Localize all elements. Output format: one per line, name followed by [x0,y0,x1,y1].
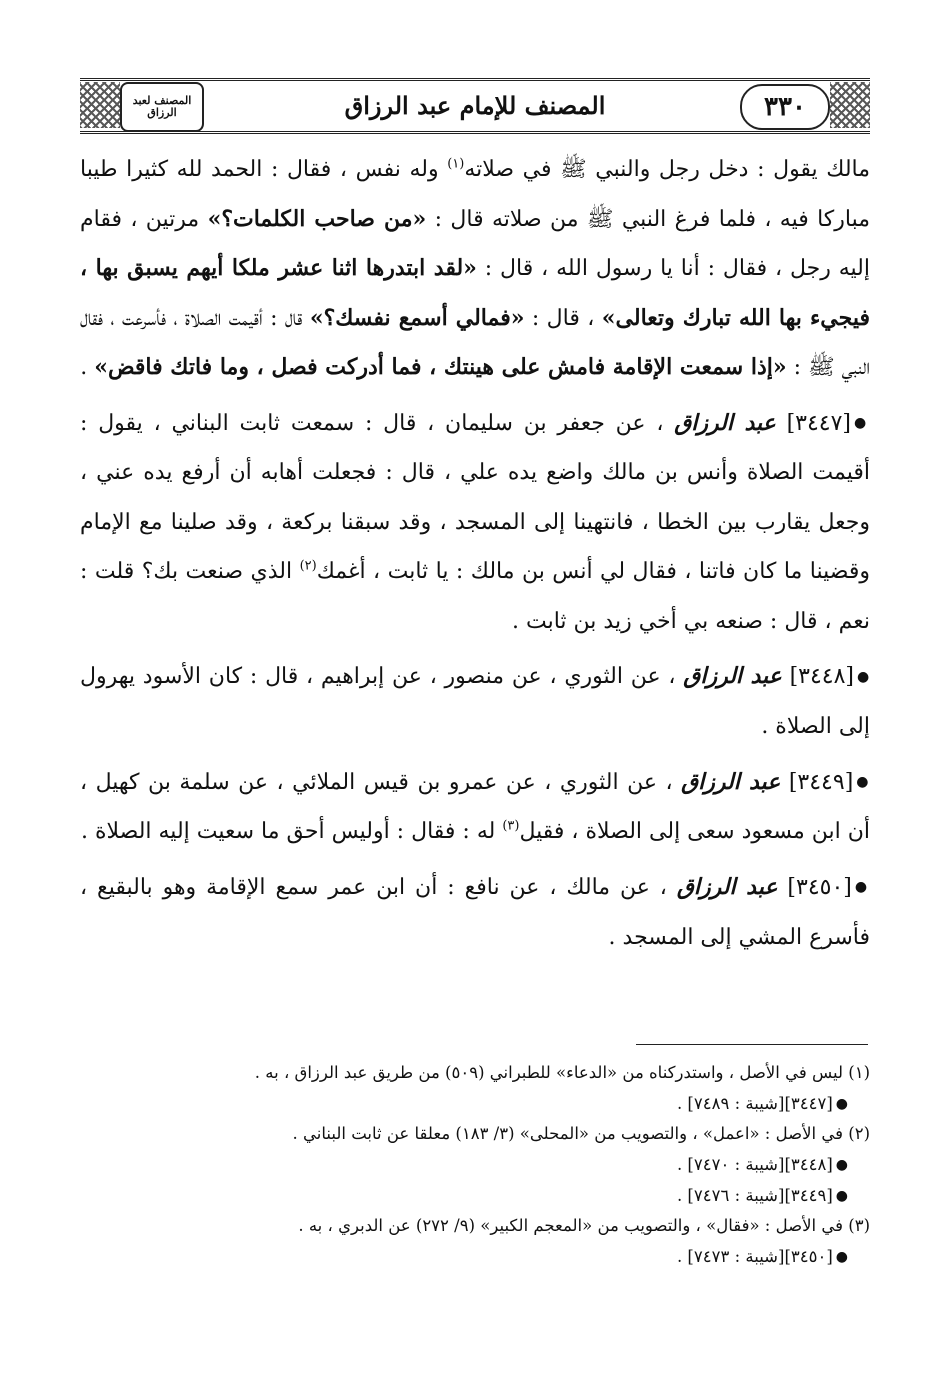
ref-bullet: ● [835,1187,848,1204]
opening-text: قال : أقيمت الصلاة ، فأسرعت ، فقال النبي ﷺ : [80,305,870,380]
page-number: ٣٣٠ [740,84,830,130]
footnote-divider [636,1044,868,1045]
footnote-ref: (١) [447,156,465,172]
entry-text: ، عن مالك ، عن نافع : أن ابن عمر سمع الإقامة وهو بالبقيع ، فأسرع المشي إلى المسجد . [80,874,870,950]
hadith-quote: «فمالي أسمع نفسك؟» [309,304,525,331]
entry-text: الذي صنعت بك؟ قلت : نعم ، قال : صنعه بي أخي زيد بن ثابت . [80,559,870,634]
source-ref-text: [٣٤٤٨][شيبة : ٧٤٧٠] . [676,1154,833,1174]
entry-number: [٣٤٤٩] [788,769,854,795]
entry-bullet: ● [854,414,871,431]
entry-text: ، عن جعفر بن سليمان ، قال : سمعت ثابت البناني ، يقول : أقيمت الصلاة وأنس بن مالك واضع يده علي ، قال : فجعلت أهابه أن أرفع يده عني ، وجعل يقارب بين الخطا ، فانتهينا إلى المسجد ، وقد سبقنا بركعة ، وقد صلينا مع الإمام وقضينا ما كان فاتنا ، فقال لي أنس بن مالك : يا ثابت ، أغمك [80,410,870,585]
ornament-right [830,82,870,128]
opening-lead: مالك يقول : دخل رجل والنبي ﷺ في صلاته [464,157,871,182]
source-ref [80,1242,848,1273]
opening-text: ، قال : [524,305,602,331]
footnote: (٣) في الأصل : «فقال» ، والتصويب من «المعجم الكبير» (٩/ ٢٧٢) عن الدبري ، به . [298,1216,870,1236]
entry-bullet: ● [856,773,871,790]
entry-attribution: عبد الرزاق [674,409,776,436]
ornament-left [80,82,120,128]
source-ref-text: [٣٤٤٩][شيبة : ٧٤٧٦] . [676,1185,833,1205]
footnote-ref: (٢) [299,558,317,574]
entry-bullet: ● [854,879,871,895]
entry-text: له : فقال : أوليس أحق ما سعيت إليه الصلاة . [80,819,503,845]
footnotes [80,1058,870,1273]
entry-attribution: عبد الرزاق [683,663,782,690]
main-text [80,145,870,962]
book-seal: المصنف لعبد الرزاق [120,82,204,132]
source-ref [80,1150,848,1181]
hadith-quote: «لقد ابتدرها اثنا عشر ملكا أيهم يسبق بها ، فيجيء بها الله تبارك وتعالى» [80,255,870,331]
opening-paragraph [80,145,870,393]
entry-number: [٣٤٤٧] [786,410,852,436]
opening-text: . [80,355,95,380]
entry-number: [٣٤٥٠] [787,874,852,900]
running-title: المصنف للإمام عبد الرزاق [344,90,606,120]
hadith-entry [80,652,870,751]
hadith-entry [80,399,870,647]
ref-bullet: ● [835,1157,848,1173]
page-header [80,78,870,134]
entry-text: ، عن الثوري ، عن منصور ، عن إبراهيم ، قال : كان الأسود يهرول إلى الصلاة . [80,664,870,739]
entry-attribution: عبد الرزاق [681,768,781,795]
ref-bullet: ● [835,1249,848,1265]
source-ref-text: [٣٤٤٧][شيبة : ٧٤٨٩] . [676,1093,833,1113]
hadith-entry [80,863,870,962]
entry-attribution: عبد الرزاق [676,873,778,900]
footnote: (١) ليس في الأصل ، واستدركناه من «الدعاء» للطبراني (٥٠٩) من طريق عبد الرزاق ، به . [254,1063,870,1082]
source-ref [80,1089,848,1120]
footnote: (٢) في الأصل : «اعمل» ، والتصويب من «المحلى» (٣/ ١٨٣) معلقا عن ثابت البناني . [292,1124,870,1144]
hadith-quote: «إذا سمعت الإقامة فامش على هينتك ، فما أدركت فصل ، وما فاتك فاقض» [94,354,787,380]
entry-text: ، عن الثوري ، عن عمرو بن قيس الملائي ، عن سلمة بن كهيل ، أن ابن مسعود سعى إلى الصلاة ، فقيل [80,769,870,845]
entry-number: [٣٤٤٨] [789,664,855,690]
opening-text: وله نفس ، فقال : الحمد لله كثيرا طيبا مباركا فيه ، فلما فرغ النبي ﷺ من صلاته قال : [80,157,870,232]
hadith-quote: «من صاحب الكلمات؟» [207,205,427,232]
entry-bullet: ● [857,668,871,685]
opening-text: مرتين ، فقام إليه رجل ، فقال : أنا يا رسول الله ، قال : [80,206,870,281]
ref-bullet: ● [835,1095,848,1112]
source-ref [80,1181,848,1212]
footnote-ref: (٣) [502,818,520,834]
hadith-entry [80,758,870,857]
source-ref-text: [٣٤٥٠][شيبة : ٧٤٧٣] . [676,1246,833,1266]
